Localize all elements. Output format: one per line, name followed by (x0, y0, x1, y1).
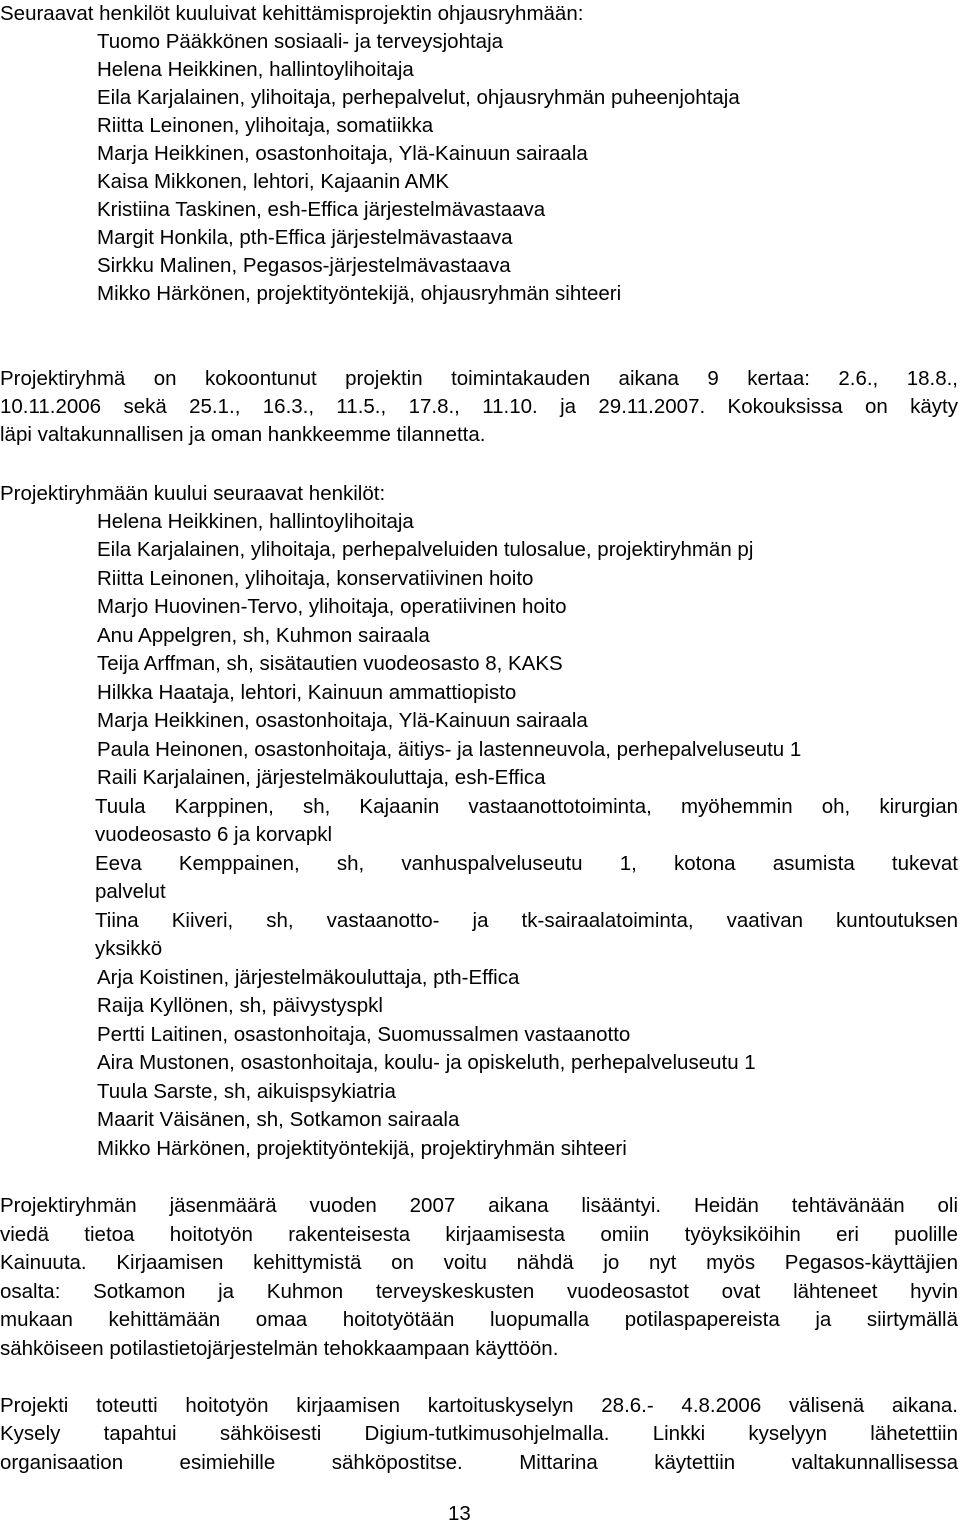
growth-paragraph-line: viedä tietoa hoitotyön rakenteisesta kirjaamisesta omiin työyksiköihin eri puolille (0, 1223, 958, 1246)
growth-paragraph-line: Projektiryhmän jäsenmäärä vuoden 2007 aikana lisääntyi. Heidän tehtävänään oli (0, 1194, 958, 1217)
project-member-continued: vuodeosasto 6 ja korvapkl (95, 823, 333, 846)
project-member: Raija Kyllönen, sh, päivystyspkl (97, 994, 383, 1017)
steering-member: Helena Heikkinen, hallintoylihoitaja (97, 58, 414, 81)
steering-member: Kristiina Taskinen, esh-Effica järjestelmävastaava (97, 198, 546, 221)
project-member: Eila Karjalainen, ylihoitaja, perhepalveluiden tulosalue, projektiryhmän pj (97, 538, 754, 561)
growth-paragraph-line: Kainuuta. Kirjaamisen kehittymistä on voitu nähdä jo nyt myös Pegasos-käyttäjien (0, 1251, 958, 1274)
project-member: Tiina Kiiveri, sh, vastaanotto- ja tk-sairaalatoiminta, vaativan kuntoutuksen (95, 909, 958, 932)
growth-paragraph-line: mukaan kehittämään omaa hoitotyötään luopumalla potilaspapereista ja siirtymällä (0, 1308, 958, 1331)
survey-paragraph-line: Projekti toteutti hoitotyön kirjaamisen kartoituskyselyn 28.6.- 4.8.2006 välisenä aikana. (0, 1394, 958, 1417)
project-member: Maarit Väisänen, sh, Sotkamon sairaala (97, 1108, 460, 1131)
project-member: Tuula Karppinen, sh, Kajaanin vastaanottotoiminta, myöhemmin oh, kirurgian (95, 795, 958, 818)
project-member: Paula Heinonen, osastonhoitaja, äitiys- ja lastenneuvola, perhepalveluseutu 1 (97, 738, 802, 761)
steering-group-intro: Seuraavat henkilöt kuuluivat kehittämisprojektin ohjausryhmään: (0, 2, 584, 25)
meetings-paragraph-line: 10.11.2006 sekä 25.1., 16.3., 11.5., 17.8., 11.10. ja 29.11.2007. Kokouksissa on käyty (0, 395, 958, 418)
project-member: Hilkka Haataja, lehtori, Kainuun ammattiopisto (97, 681, 517, 704)
project-member: Aira Mustonen, osastonhoitaja, koulu- ja opiskeluth, perhepalveluseutu 1 (97, 1051, 756, 1074)
survey-paragraph-line: organisaation esimiehille sähköpostitse. Mittarina käytettiin valtakunnallisessa (0, 1451, 958, 1474)
project-member: Marja Heikkinen, osastonhoitaja, Ylä-Kainuun sairaala (97, 709, 588, 732)
meetings-paragraph-line: läpi valtakunnallisen ja oman hankkeemme tilannetta. (0, 423, 486, 446)
steering-member: Sirkku Malinen, Pegasos-järjestelmävastaava (97, 254, 511, 277)
steering-member: Margit Honkila, pth-Effica järjestelmävastaava (97, 226, 513, 249)
steering-member: Tuomo Pääkkönen sosiaali- ja terveysjohtaja (97, 30, 504, 53)
steering-member: Marja Heikkinen, osastonhoitaja, Ylä-Kainuun sairaala (97, 142, 588, 165)
growth-paragraph-line: osalta: Sotkamon ja Kuhmon terveyskeskusten vuodeosastot ovat lähteneet hyvin (0, 1280, 958, 1303)
project-member: Helena Heikkinen, hallintoylihoitaja (97, 510, 414, 533)
survey-paragraph-line: Kysely tapahtui sähköisesti Digium-tutkimusohjelmalla. Linkki kyselyyn lähetettiin (0, 1422, 958, 1445)
page-number: 13 (448, 1502, 471, 1525)
project-member: Pertti Laitinen, osastonhoitaja, Suomussalmen vastaanotto (97, 1023, 631, 1046)
project-member: Eeva Kemppainen, sh, vanhuspalveluseutu 1, kotona asumista tukevat (95, 852, 958, 875)
project-member: Mikko Härkönen, projektityöntekijä, projektiryhmän sihteeri (97, 1137, 627, 1160)
project-member-continued: yksikkö (95, 937, 163, 960)
steering-member: Mikko Härkönen, projektityöntekijä, ohjausryhmän sihteeri (97, 282, 622, 305)
steering-member: Kaisa Mikkonen, lehtori, Kajaanin AMK (97, 170, 450, 193)
project-member: Arja Koistinen, järjestelmäkouluttaja, pth-Effica (97, 966, 520, 989)
meetings-paragraph-line: Projektiryhmä on kokoontunut projektin toimintakauden aikana 9 kertaa: 2.6., 18.8., (0, 367, 958, 390)
project-member: Raili Karjalainen, järjestelmäkouluttaja, esh-Effica (97, 766, 546, 789)
project-member-continued: palvelut (95, 880, 166, 903)
steering-member: Eila Karjalainen, ylihoitaja, perhepalvelut, ohjausryhmän puheenjohtaja (97, 86, 740, 109)
project-member: Tuula Sarste, sh, aikuispsykiatria (97, 1080, 396, 1103)
project-member: Marjo Huovinen-Tervo, ylihoitaja, operatiivinen hoito (97, 595, 567, 618)
steering-member: Riitta Leinonen, ylihoitaja, somatiikka (97, 114, 434, 137)
project-member: Teija Arffman, sh, sisätautien vuodeosasto 8, KAKS (97, 652, 563, 675)
project-member: Riitta Leinonen, ylihoitaja, konservatiivinen hoito (97, 567, 534, 590)
growth-paragraph-line: sähköiseen potilastietojärjestelmän tehokkaampaan käyttöön. (0, 1337, 559, 1360)
project-member: Anu Appelgren, sh, Kuhmon sairaala (97, 624, 430, 647)
project-group-intro: Projektiryhmään kuului seuraavat henkilöt: (0, 482, 386, 505)
